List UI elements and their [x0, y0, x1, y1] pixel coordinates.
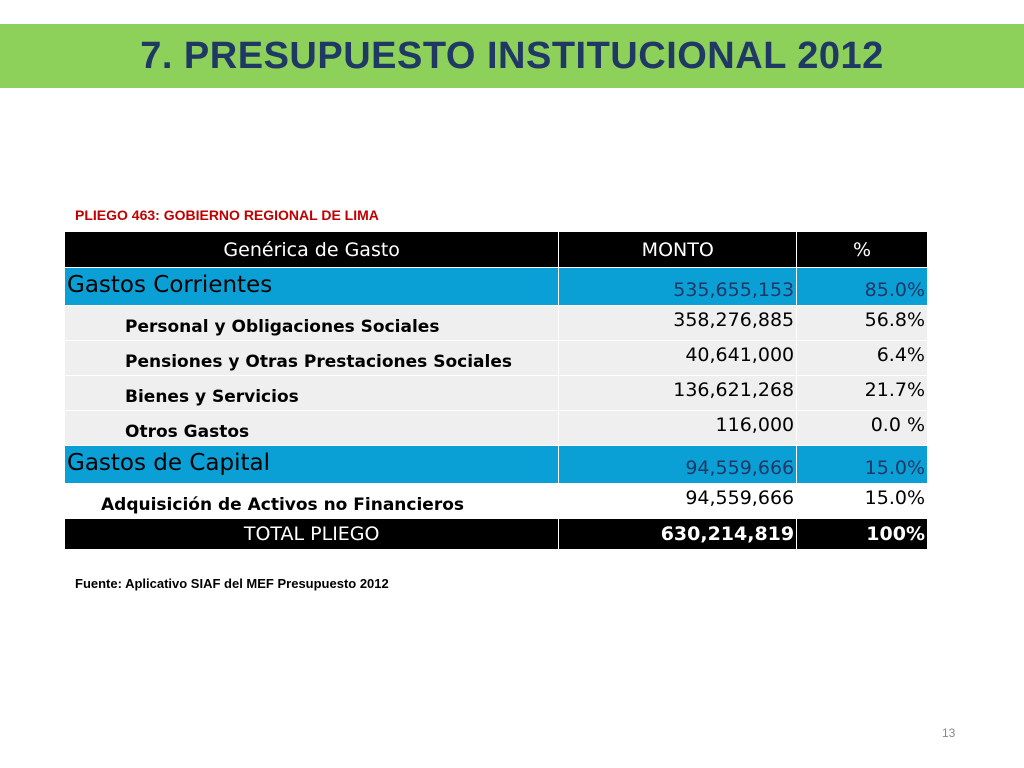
total-monto: 630,214,819 — [559, 519, 797, 550]
row-label: Gastos Corrientes — [65, 268, 559, 306]
row-monto: 116,000 — [559, 411, 797, 446]
row-label: Adquisición de Activos no Financieros — [65, 484, 559, 519]
table-row — [65, 484, 928, 519]
budget-table — [64, 231, 928, 550]
page-number: 13 — [942, 726, 956, 740]
table-row — [65, 341, 928, 376]
header-generica: Genérica de Gasto — [65, 232, 559, 268]
row-monto: 136,621,268 — [559, 376, 797, 411]
row-percent: 56.8% — [797, 306, 928, 341]
row-label: Gastos de Capital — [65, 446, 559, 484]
header-monto: MONTO — [559, 232, 797, 268]
row-label: Otros Gastos — [65, 411, 559, 446]
row-label: Bienes y Servicios — [65, 376, 559, 411]
row-label: Personal y Obligaciones Sociales — [65, 306, 559, 341]
table-row — [65, 376, 928, 411]
row-monto: 94,559,666 — [559, 484, 797, 519]
table-header-row — [65, 232, 928, 268]
table-total-row — [65, 519, 928, 550]
slide-title: 7. PRESUPUESTO INSTITUCIONAL 2012 — [140, 34, 884, 77]
row-percent: 85.0% — [797, 268, 928, 306]
row-percent: 0.0 % — [797, 411, 928, 446]
row-monto: 358,276,885 — [559, 306, 797, 341]
row-label: Pensiones y Otras Prestaciones Sociales — [65, 341, 559, 376]
row-percent: 21.7% — [797, 376, 928, 411]
header-percent: % — [797, 232, 928, 268]
row-monto: 40,641,000 — [559, 341, 797, 376]
row-percent: 6.4% — [797, 341, 928, 376]
table-row — [65, 306, 928, 341]
table-row — [65, 446, 928, 484]
pliego-subtitle: PLIEGO 463: GOBIERNO REGIONAL DE LIMA — [75, 207, 379, 223]
total-label: TOTAL PLIEGO — [65, 519, 559, 550]
row-percent: 15.0% — [797, 446, 928, 484]
row-monto: 94,559,666 — [559, 446, 797, 484]
total-percent: 100% — [797, 519, 928, 550]
row-percent: 15.0% — [797, 484, 928, 519]
table-row — [65, 268, 928, 306]
table-row — [65, 411, 928, 446]
title-bar — [0, 24, 1024, 88]
source-note: Fuente: Aplicativo SIAF del MEF Presupuesto 2012 — [75, 576, 389, 591]
row-monto: 535,655,153 — [559, 268, 797, 306]
